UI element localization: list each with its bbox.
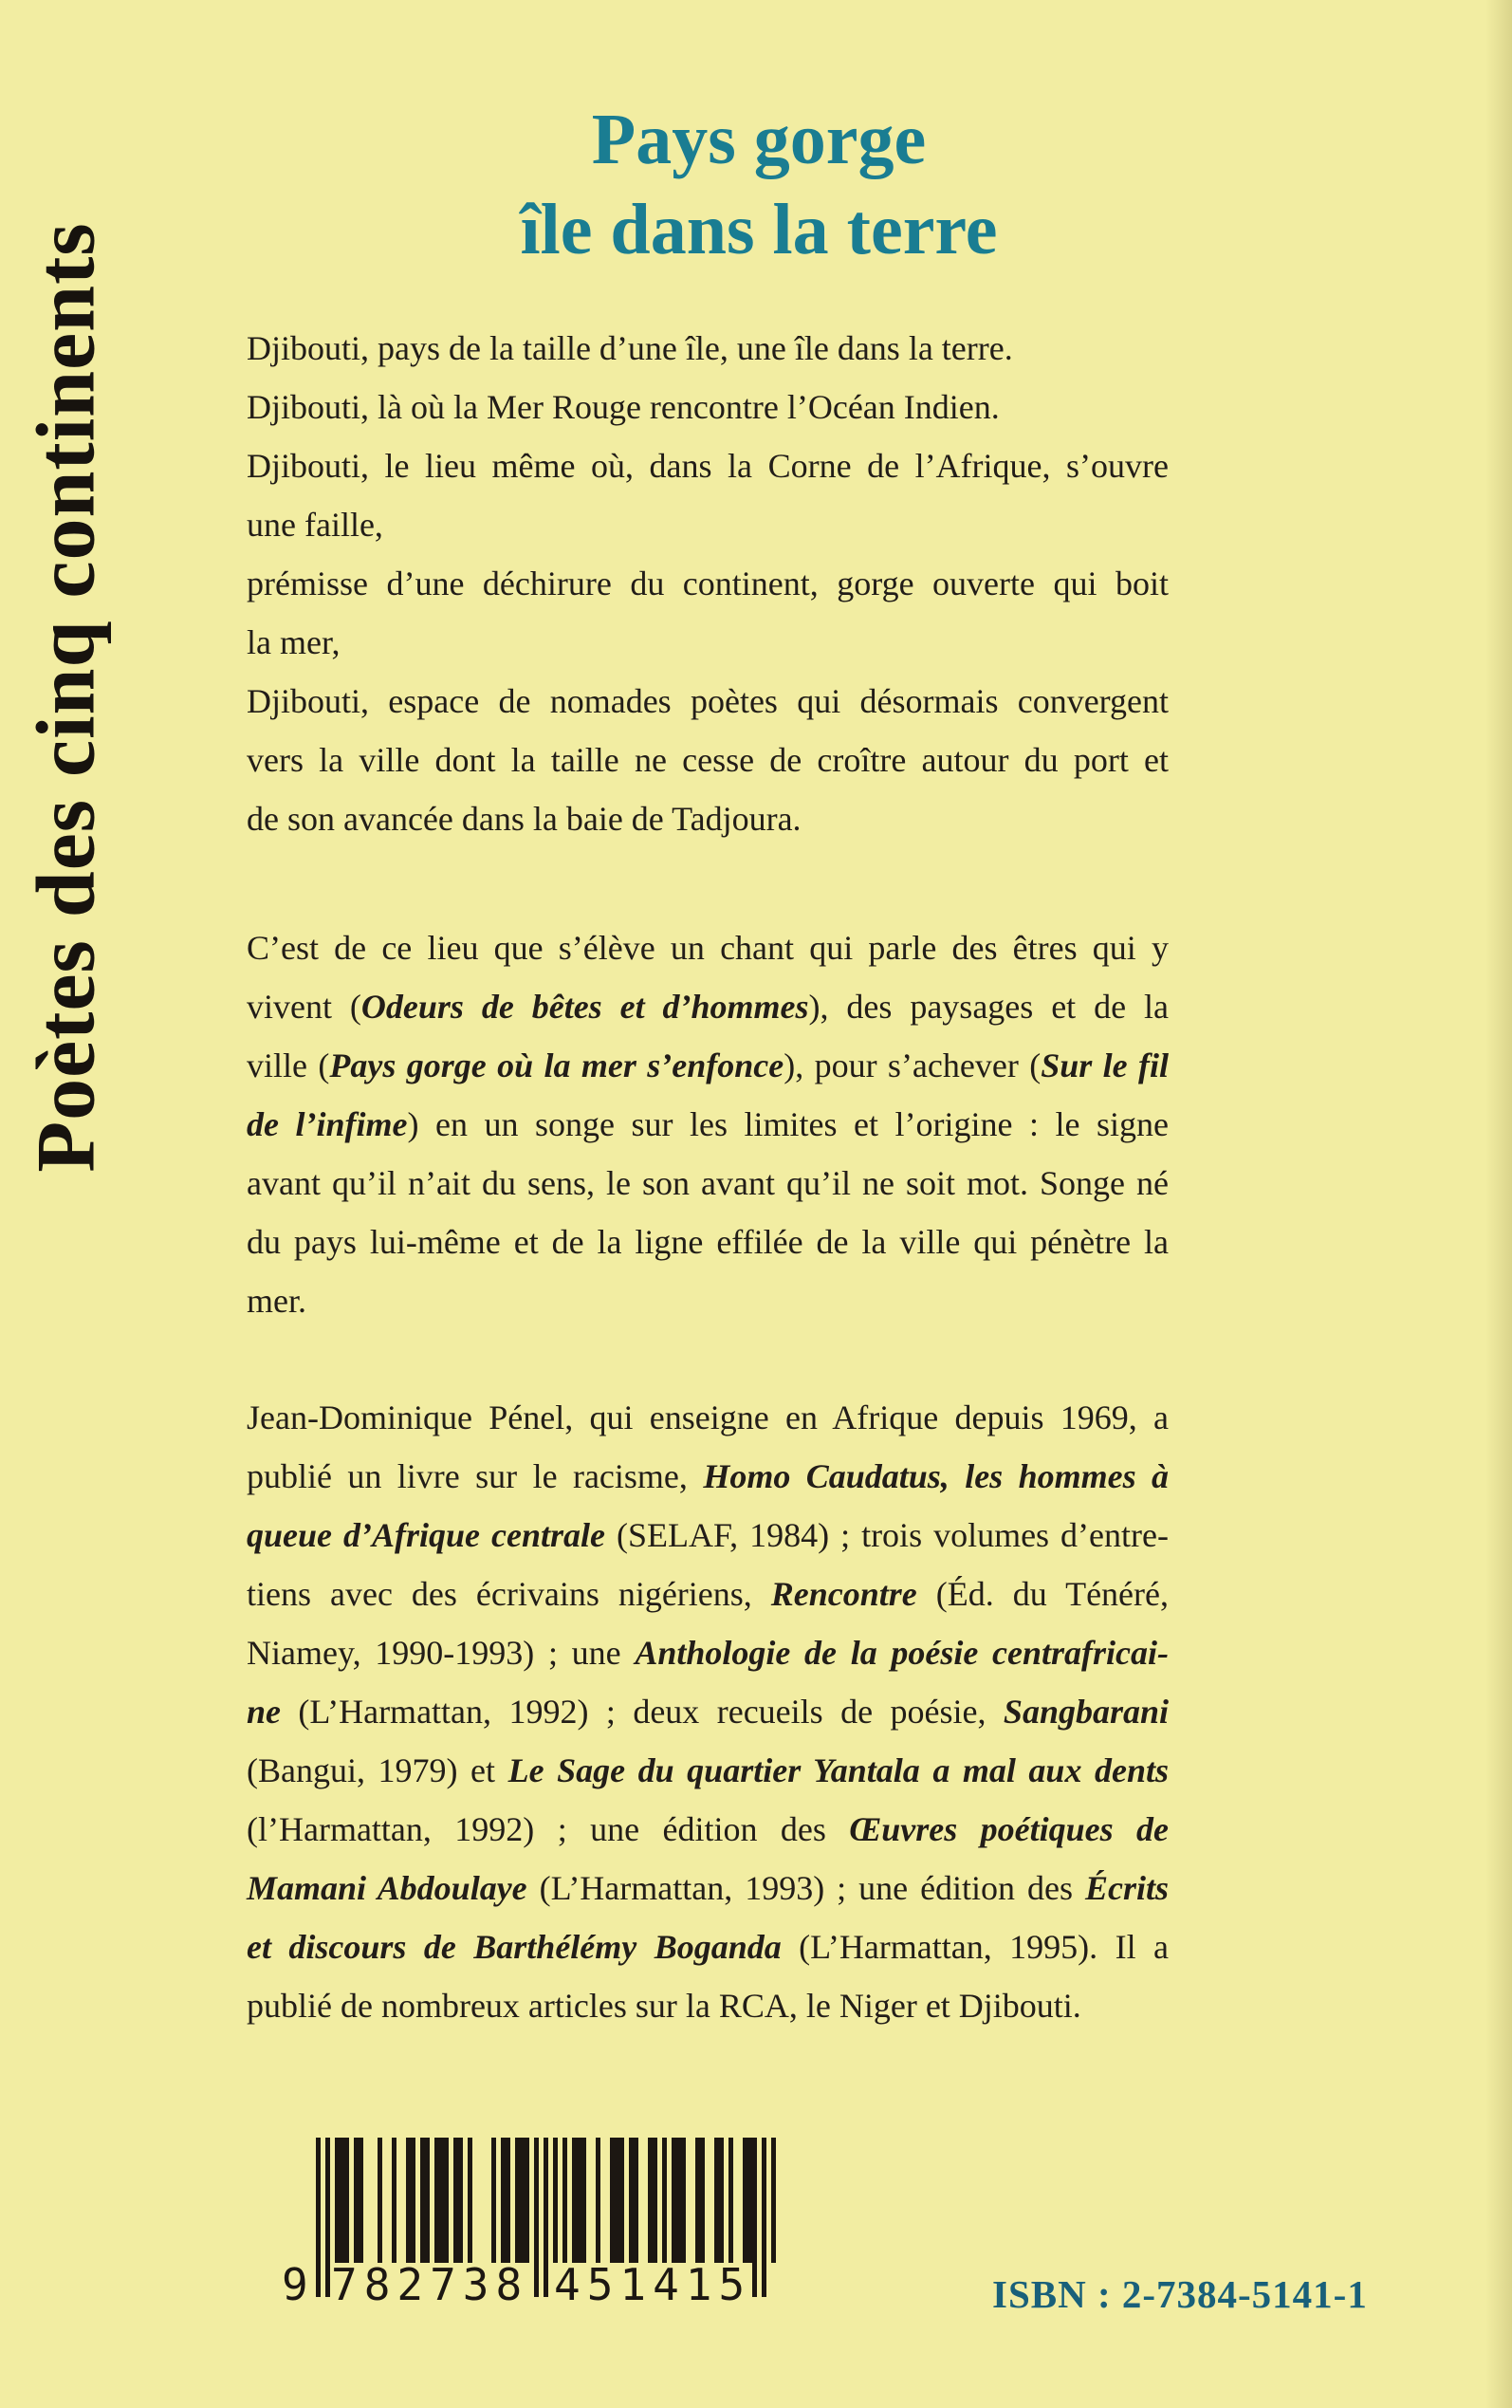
text-line [247,731,1169,789]
text-segment: Niamey, 1990-1993) ; une [247,1634,636,1672]
text-line [247,1565,1169,1623]
text-segment: ) en un songe sur les limites et l’origine : le signe [407,1105,1169,1143]
text-line [247,1506,1169,1565]
scan-edge-shadow [1485,0,1512,2408]
text-line [247,1388,1169,1447]
barcode-digits-left: 782738 [331,2259,529,2310]
text-segment: Djibouti, espace de nomades poètes qui désormais convergent [247,682,1169,720]
text-line [247,1271,1169,1330]
text-line [247,1213,1169,1271]
text-segment: mer. [247,1282,306,1320]
barcode-first-digit: 9 [282,2259,308,2310]
text-line [247,1976,1169,2035]
text-segment: ), des paysages et de la [808,988,1169,1026]
text-line [247,789,1169,848]
text-line [247,1036,1169,1095]
text-line [247,1682,1169,1741]
text-line [247,1800,1169,1859]
text-line [247,436,1169,495]
text-segment: Jean-Dominique Pénel, qui enseigne en Afrique depuis 1969, a [247,1398,1169,1436]
text-segment: tiens avec des écrivains nigériens, [247,1575,771,1613]
text-segment: (L’Harmattan, 1995). Il a [781,1928,1169,1966]
text-segment: ville ( [247,1047,330,1084]
barcode-digits-right: 451415 [554,2259,752,2310]
book-title-segment: Pays gorge où la mer s’enfonce [329,1047,784,1084]
barcode-module [771,2138,776,2263]
collection-spine-label: Poètes des cinq continents [20,222,113,1173]
text-line [247,613,1169,672]
book-title-segment: et discours de Barthélémy Boganda [247,1928,782,1966]
barcode [282,2138,775,2313]
text-segment: avant qu’il n’ait du sens, le son avant qu’il ne soit mot. Songe né [247,1164,1169,1202]
text-segment: Djibouti, pays de la taille d’une île, une île dans la terre. [247,329,1013,367]
text-line [247,1154,1169,1213]
text-segment: (SELAF, 1984) ; trois volumes d’entre- [604,1516,1169,1554]
paragraph-intro [247,319,1169,848]
book-title-segment: Odeurs de bêtes et d’hommes [360,988,809,1026]
book-title-segment: Le Sage du quartier Yantala a mal aux dents [507,1751,1169,1789]
text-line [247,918,1169,977]
text-segment: du pays lui-même et de la ligne effilée de la ville qui pénètre la [247,1223,1169,1261]
text-line [247,1859,1169,1917]
text-line [247,977,1169,1036]
text-segment: publié un livre sur le racisme, [247,1457,704,1495]
text-line [247,554,1169,613]
book-title-segment: Rencontre [770,1575,917,1613]
isbn-text: ISBN : 2-7384-5141-1 [992,2272,1368,2316]
book-title-line1: Pays gorge [591,100,927,179]
text-segment: vivent ( [247,988,361,1026]
text-segment: ), pour s’achever ( [784,1047,1042,1084]
text-segment: une faille, [247,506,383,544]
text-line [247,1741,1169,1800]
text-segment: (L’Harmattan, 1992) ; deux recueils de poésie, [281,1693,1004,1731]
text-segment: (l’Harmattan, 1992) ; une édition des [247,1810,850,1848]
text-line [247,672,1169,731]
text-line [247,1917,1169,1976]
text-line [247,1623,1169,1682]
book-title-segment: Mamani Abdoulaye [247,1869,527,1907]
book-title-segment: Sur le fil [1041,1047,1169,1084]
text-line [247,1447,1169,1506]
paragraph-bio [247,1388,1169,2035]
text-line [247,319,1169,378]
text-segment: Djibouti, le lieu même où, dans la Corne de l’Afrique, s’ouvre [247,447,1169,485]
text-line [247,495,1169,554]
text-segment: (L’Harmattan, 1993) ; une édition des [526,1869,1085,1907]
text-segment: (Bangui, 1979) et [247,1751,508,1789]
book-title-segment: Anthologie de la poésie centrafricai- [635,1634,1169,1672]
book-title-line2: île dans la terre [520,190,998,269]
text-segment: Djibouti, là où la Mer Rouge rencontre l’Océan Indien. [247,388,1000,426]
book-title-segment: Homo Caudatus, les hommes à [703,1457,1170,1495]
text-segment: de son avancée dans la baie de Tadjoura. [247,800,802,838]
paragraph-summary [247,918,1169,1330]
book-title [294,95,1224,275]
book-title-segment: ne [247,1693,281,1731]
book-title-segment: queue d’Afrique centrale [247,1516,605,1554]
text-segment: C’est de ce lieu que s’élève un chant qui parle des êtres qui y [247,929,1169,967]
book-title-segment: Écrits [1084,1869,1169,1907]
text-line [247,378,1169,436]
text-segment: (Éd. du Ténéré, [916,1575,1169,1613]
book-title-segment: de l’infime [247,1105,408,1143]
text-line [247,1095,1169,1154]
text-segment: vers la ville dont la taille ne cesse de croître autour du port et [247,741,1169,779]
text-segment: prémisse d’une déchirure du continent, gorge ouverte qui boit [247,565,1169,602]
book-title-segment: Sangbarani [1003,1693,1169,1731]
text-segment: publié de nombreux articles sur la RCA, le Niger et Djibouti. [247,1987,1081,2025]
text-segment: la mer, [247,623,341,661]
book-title-segment: Œuvres poétiques de [849,1810,1169,1848]
